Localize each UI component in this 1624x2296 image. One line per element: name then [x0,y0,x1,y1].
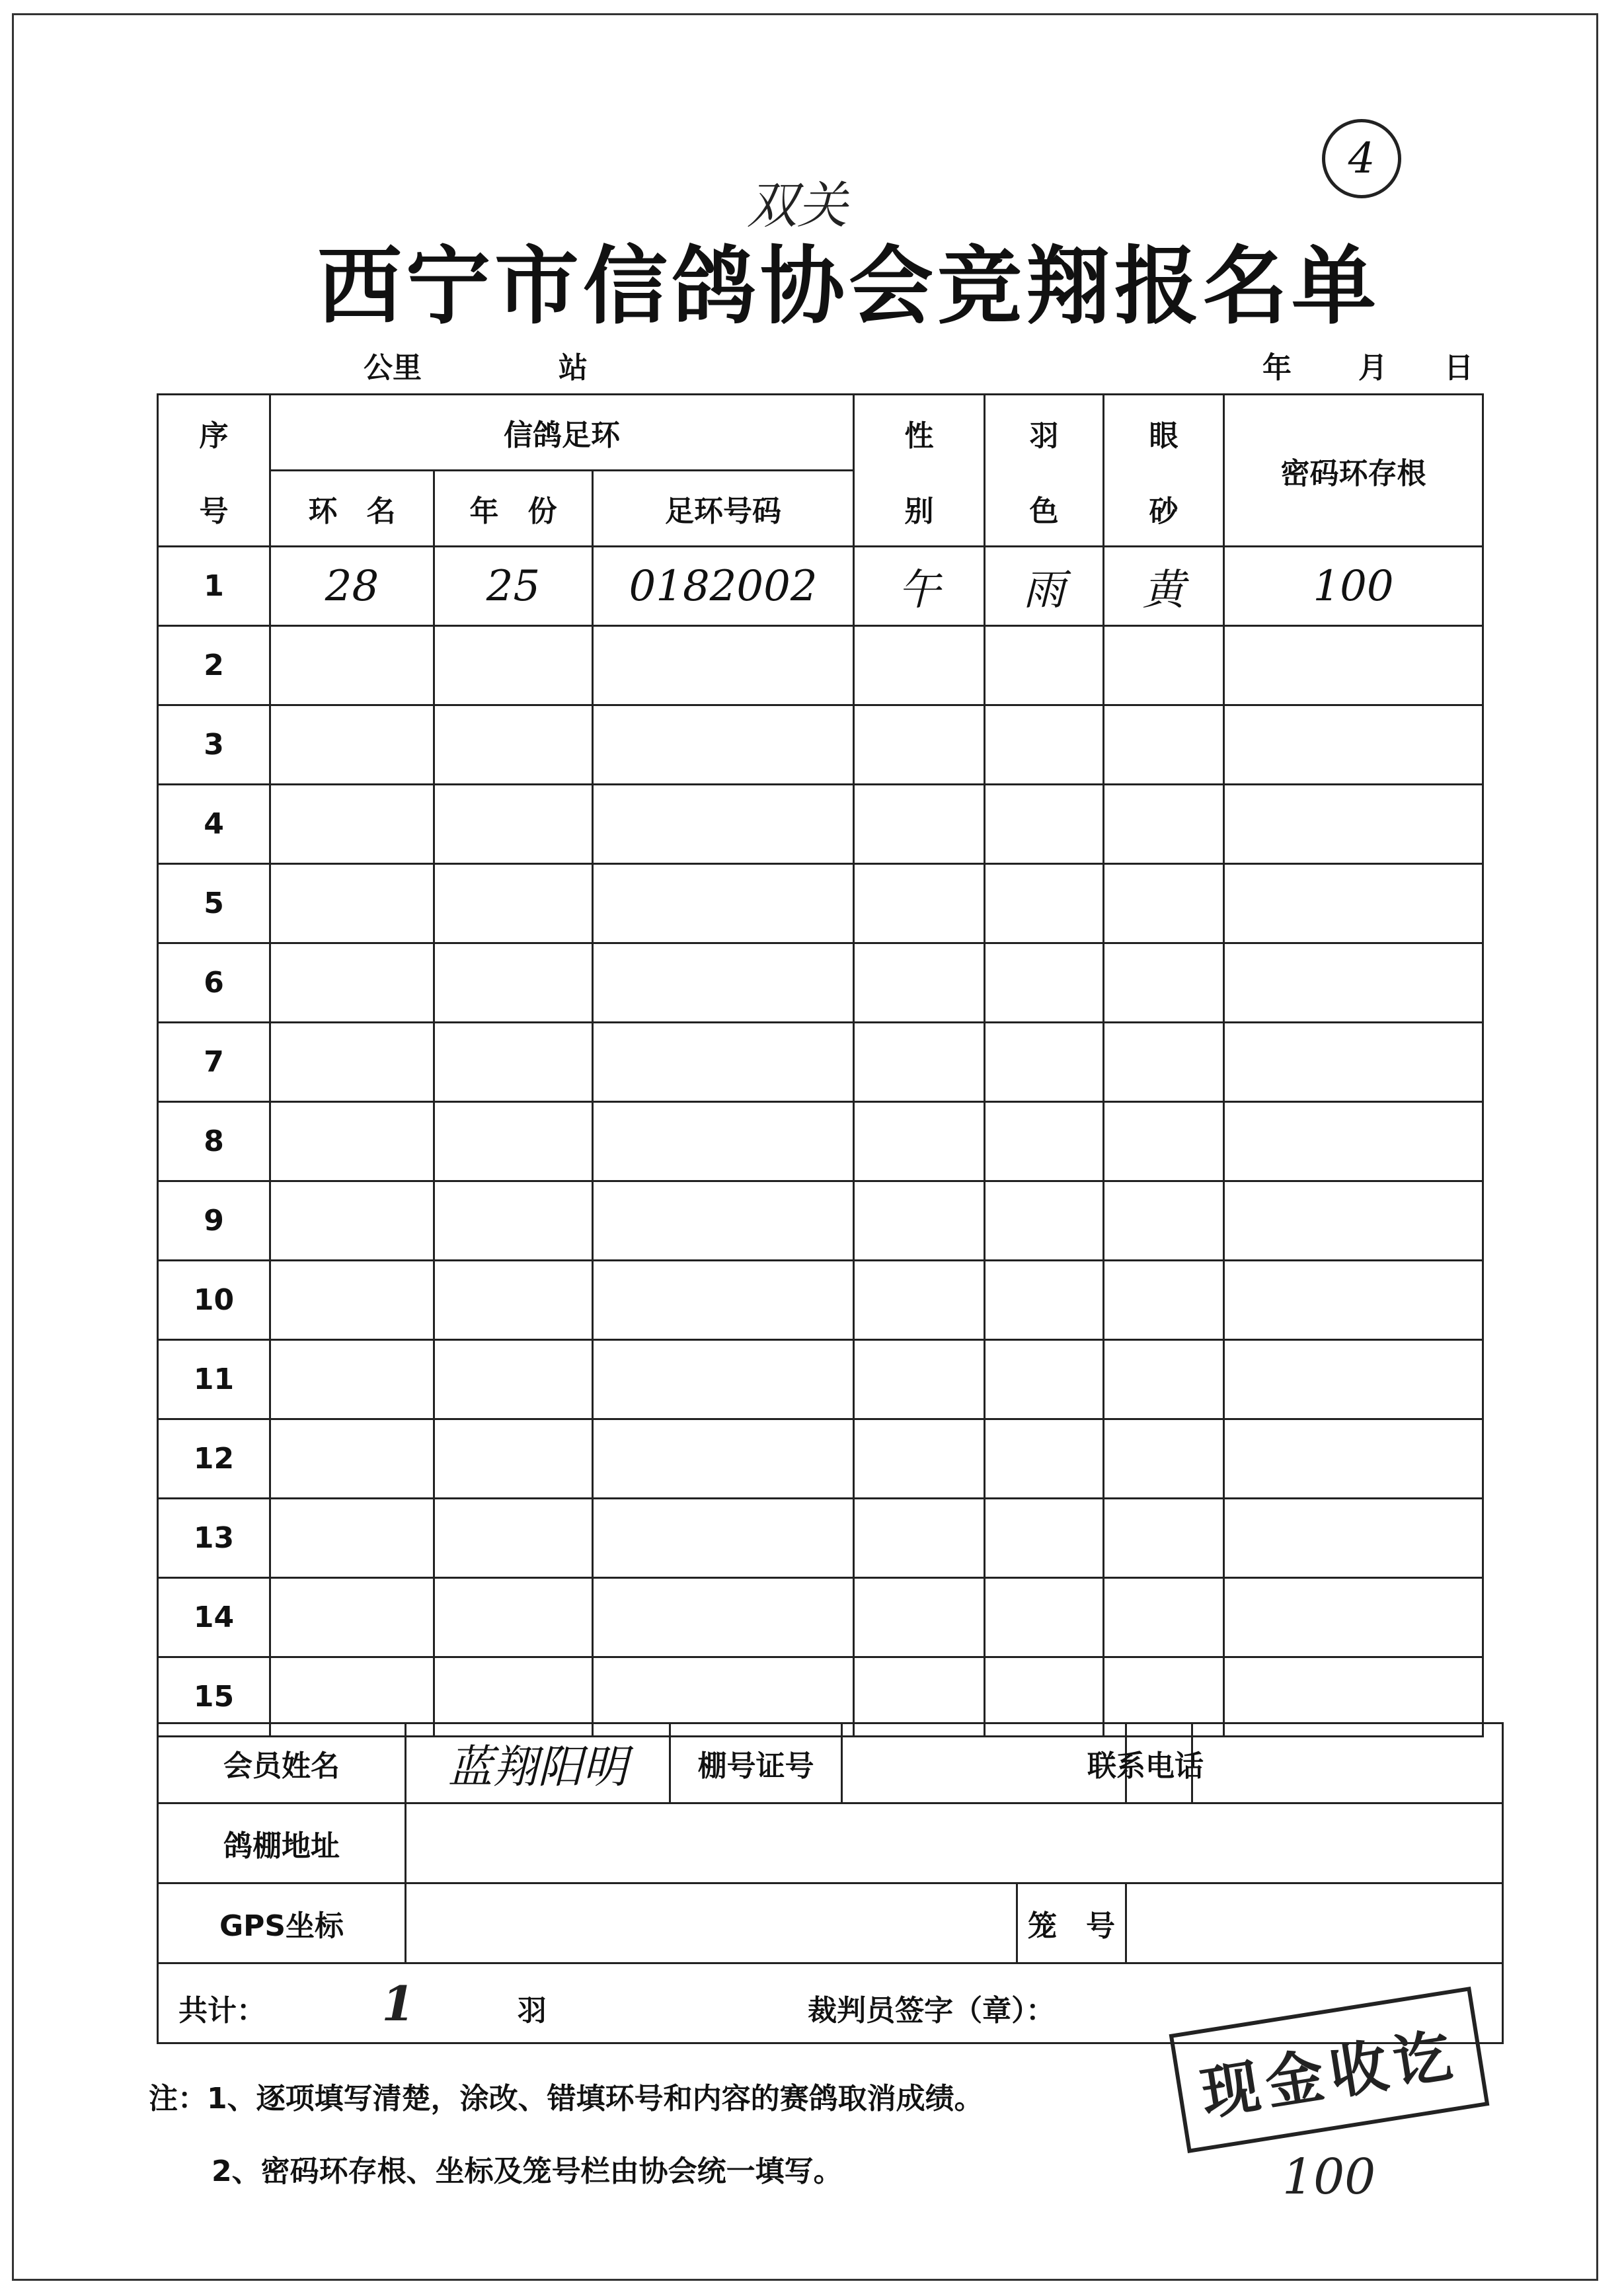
ring-name-cell[interactable] [270,1261,434,1340]
eye-cell[interactable] [1104,1023,1224,1102]
row-number: 4 [158,785,270,864]
table-row [158,785,1483,864]
cage-label: 笼 号 [1017,1883,1126,1963]
stub-cell[interactable] [1224,1102,1483,1181]
row-number: 2 [158,626,270,705]
color-header-top: 羽 [1029,418,1059,453]
stub-cell[interactable] [1224,1499,1483,1578]
color-cell[interactable]: 雨 [985,547,1104,626]
seq-header-bottom: 号 [199,494,229,528]
ring-name-cell[interactable] [270,1023,434,1102]
ring-name-cell[interactable] [270,864,434,943]
eye-cell[interactable] [1104,1181,1224,1261]
sex-cell[interactable] [854,864,985,943]
color-cell[interactable] [985,1023,1104,1102]
eye-cell[interactable] [1104,1499,1224,1578]
table-row [158,943,1483,1023]
ring-no-cell[interactable] [593,1340,854,1419]
ring-name-cell[interactable] [270,1181,434,1261]
col-color-header [985,395,1104,547]
table-row [158,864,1483,943]
stub-cell[interactable]: 100 [1224,547,1483,626]
row-number: 9 [158,1181,270,1261]
ring-no-cell[interactable] [593,1419,854,1499]
bottom-annotation: 100 [1282,2149,1376,2205]
ring-name-cell[interactable] [270,943,434,1023]
ring-no-cell[interactable] [593,626,854,705]
ring-group-header: 信鸽足环 [270,395,854,471]
member-name-field[interactable]: 蓝翔阳明 [406,1723,670,1803]
table-row [158,1261,1483,1340]
row-number: 8 [158,1102,270,1181]
sex-cell[interactable]: 午 [854,547,985,626]
table-row [158,547,1483,626]
ring-name-cell[interactable] [270,1102,434,1181]
eye-cell[interactable]: 黄 [1104,547,1224,626]
stamp-text: 现金收讫 [1196,2019,1463,2128]
color-cell[interactable] [985,864,1104,943]
stub-cell[interactable] [1224,1181,1483,1261]
year-cell[interactable] [434,864,593,943]
eye-cell[interactable] [1104,1578,1224,1657]
ring-name-cell[interactable] [270,1578,434,1657]
year-cell[interactable] [434,1419,593,1499]
stub-cell[interactable] [1224,1340,1483,1419]
row-number: 10 [158,1261,270,1340]
eye-cell[interactable] [1104,943,1224,1023]
year-cell[interactable]: 25 [434,547,593,626]
eye-header-bottom: 砂 [1149,494,1179,528]
phone-label [1087,1723,1204,1803]
sex-cell[interactable] [854,705,985,785]
address-row [158,1803,1503,1883]
sex-cell[interactable] [854,1499,985,1578]
notes [149,2063,984,2208]
eye-cell[interactable] [1104,1419,1224,1499]
year-cell[interactable] [434,1578,593,1657]
ring-no-cell[interactable]: 0182002 [593,547,854,626]
ring-name-cell[interactable] [270,785,434,864]
row-number: 13 [158,1499,270,1578]
table-row [158,1340,1483,1419]
page-number-circle [1322,119,1401,198]
table-row [158,1499,1483,1578]
ring-name-cell[interactable] [270,1340,434,1419]
color-cell[interactable] [985,1340,1104,1419]
table-row [158,1102,1483,1181]
phone-label-text: 联系电话 [1087,1749,1204,1783]
eye-cell[interactable] [1104,785,1224,864]
sex-cell[interactable] [854,785,985,864]
table-row [158,705,1483,785]
ring-no-cell[interactable] [593,1102,854,1181]
ring-no-cell[interactable] [593,864,854,943]
eye-header-top: 眼 [1149,418,1179,453]
year-cell[interactable] [434,1261,593,1340]
title-annotation: 双关 [747,176,847,235]
ring-no-cell[interactable] [593,1499,854,1578]
ring-no-cell[interactable] [593,943,854,1023]
member-info-table [157,1722,1504,2044]
row-number: 6 [158,943,270,1023]
stub-cell[interactable] [1224,1023,1483,1102]
year-cell[interactable] [434,785,593,864]
eye-cell[interactable] [1104,1261,1224,1340]
loft-address-label: 鸽棚地址 [158,1803,406,1883]
month-label: 月 [1358,351,1387,385]
stub-cell[interactable] [1224,943,1483,1023]
year-cell[interactable] [434,1181,593,1261]
seq-header-top: 序 [199,418,229,453]
year-cell[interactable] [434,1340,593,1419]
sex-cell[interactable] [854,1340,985,1419]
gps-field[interactable] [406,1883,1017,1963]
row-number: 1 [158,547,270,626]
day-label: 日 [1444,351,1473,385]
cage-field[interactable] [1126,1883,1503,1963]
row-number: 7 [158,1023,270,1102]
eye-cell[interactable] [1104,1340,1224,1419]
gps-row [158,1883,1503,1963]
color-header-bottom: 色 [1029,494,1059,528]
color-cell[interactable] [985,1499,1104,1578]
row-number: 15 [158,1657,270,1737]
ring-no-cell[interactable] [593,1181,854,1261]
row-number: 5 [158,864,270,943]
total-value[interactable]: 1 [381,1975,415,2032]
ring-no-cell[interactable] [593,1261,854,1340]
color-cell[interactable] [985,943,1104,1023]
sex-cell[interactable] [854,1181,985,1261]
stub-cell[interactable] [1224,785,1483,864]
page-title: 西宁市信鸽协会竞翔报名单 [317,237,1381,336]
year-label: 年 [1262,351,1292,385]
color-cell[interactable] [985,785,1104,864]
registration-table [157,393,1484,1737]
ring-no-cell[interactable] [593,705,854,785]
row-number: 14 [158,1578,270,1657]
sex-cell[interactable] [854,1578,985,1657]
km-label: 公里 [364,351,422,385]
sex-cell[interactable] [854,943,985,1023]
note-line-1: 注：1、逐项填写清楚，涂改、错填环号和内容的赛鸽取消成绩。 [149,2082,984,2116]
table-row [158,1023,1483,1102]
sex-header-bottom: 别 [904,494,934,528]
member-name-label: 会员姓名 [158,1723,406,1803]
year-cell[interactable] [434,1102,593,1181]
ring-name-cell[interactable] [270,626,434,705]
stub-cell[interactable] [1224,864,1483,943]
col-ring-no-header: 足环号码 [593,471,854,547]
color-cell[interactable] [985,1261,1104,1340]
row-number: 3 [158,705,270,785]
eye-cell[interactable] [1104,626,1224,705]
phone-field[interactable] [1192,1723,1503,1803]
sex-cell[interactable] [854,1102,985,1181]
station-label: 站 [559,351,588,385]
col-ring-name-header: 环 名 [270,471,434,547]
header-row-1 [158,395,1483,471]
sex-cell[interactable] [854,1419,985,1499]
table-row [158,626,1483,705]
sex-cell[interactable] [854,1023,985,1102]
col-stub-header: 密码环存根 [1224,395,1483,547]
table-row [158,1419,1483,1499]
total-label: 共计： [178,1993,266,2028]
color-cell[interactable] [985,1578,1104,1657]
col-sex-header [854,395,985,547]
loft-address-field[interactable] [406,1803,1503,1883]
table-row [158,1181,1483,1261]
year-cell[interactable] [434,943,593,1023]
stub-cell[interactable] [1224,626,1483,705]
col-seq-header [158,395,270,547]
color-cell[interactable] [985,705,1104,785]
ring-name-cell[interactable]: 28 [270,547,434,626]
year-cell[interactable] [434,705,593,785]
table-row [158,1578,1483,1657]
ring-no-cell[interactable] [593,1023,854,1102]
color-cell[interactable] [985,626,1104,705]
color-cell[interactable] [985,1419,1104,1499]
stub-cell[interactable] [1224,1261,1483,1340]
eye-cell[interactable] [1104,705,1224,785]
stub-cell[interactable] [1224,705,1483,785]
ring-name-cell[interactable] [270,1419,434,1499]
gps-label: GPS坐标 [158,1883,406,1963]
sex-cell[interactable] [854,1261,985,1340]
row-number: 12 [158,1419,270,1499]
col-eye-header [1104,395,1224,547]
judge-signature-label: 裁判员签字（章）： [808,1993,1056,2028]
total-unit: 羽 [517,1993,547,2028]
row-number: 11 [158,1340,270,1419]
member-row [158,1723,1503,1803]
sex-header-top: 性 [904,418,934,453]
page-number: 4 [1348,134,1375,183]
year-cell[interactable] [434,626,593,705]
eye-cell[interactable] [1104,1102,1224,1181]
ring-name-cell[interactable] [270,1499,434,1578]
note-line-2: 2、密码环存根、坐标及笼号栏由协会统一填写。 [212,2155,843,2188]
loft-id-label: 棚号证号 [670,1723,842,1803]
ring-no-cell[interactable] [593,785,854,864]
year-cell[interactable] [434,1499,593,1578]
stub-cell[interactable] [1224,1578,1483,1657]
color-cell[interactable] [985,1102,1104,1181]
loft-id-field[interactable] [842,1723,1126,1803]
ring-name-cell[interactable] [270,705,434,785]
col-year-header: 年 份 [434,471,593,547]
color-cell[interactable] [985,1181,1104,1261]
ring-no-cell[interactable] [593,1578,854,1657]
eye-cell[interactable] [1104,864,1224,943]
stub-cell[interactable] [1224,1419,1483,1499]
year-cell[interactable] [434,1023,593,1102]
sex-cell[interactable] [854,626,985,705]
